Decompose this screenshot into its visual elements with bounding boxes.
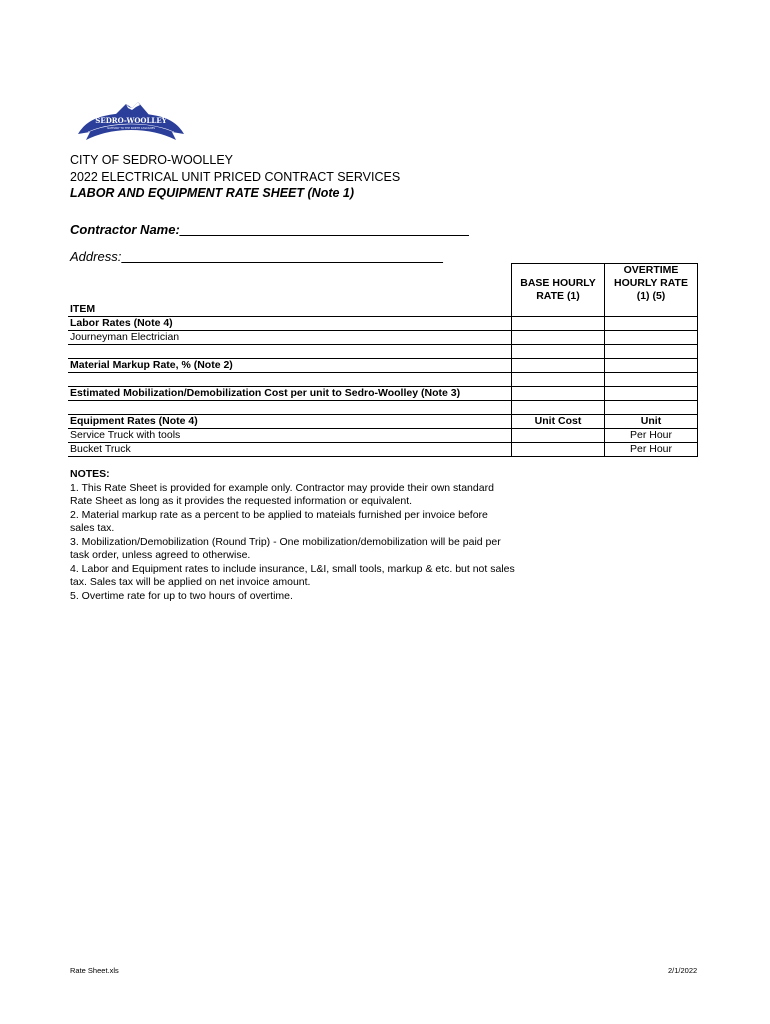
- unit-cell: Per Hour: [605, 429, 698, 443]
- address-blank: ____________________________________________: [121, 249, 444, 264]
- overtime-header-3: (1) (5): [605, 290, 698, 303]
- logo-line2: SEDRO-WOOLLEY: [95, 116, 167, 125]
- base-hourly-header-1: BASE HOURLY: [512, 277, 605, 290]
- table-row: [68, 331, 698, 345]
- address-label: Address:: [70, 249, 122, 264]
- rate-table: [68, 263, 698, 457]
- mobilization-cell: [512, 387, 605, 401]
- material-markup-label: Material Markup Rate, % (Note 2): [68, 359, 512, 373]
- labor-item-journeyman: Journeyman Electrician: [68, 331, 512, 345]
- note-5: 5. Overtime rate for up to two hours of overtime.: [70, 589, 293, 602]
- footer-date: 2/1/2022: [668, 966, 698, 975]
- overtime-header-1: OVERTIME: [605, 264, 698, 278]
- base-hourly-header-2: RATE (1): [512, 290, 605, 303]
- address-line: [70, 249, 443, 264]
- overtime-rate-cell: [605, 331, 698, 345]
- contractor-name-line: [70, 222, 469, 237]
- notes-section: [70, 468, 515, 603]
- header-city: CITY OF SEDRO-WOOLLEY: [70, 153, 233, 167]
- note-3: 3. Mobilization/Demobilization (Round Trip) - One mobilization/demobilization will be paid per task order, unless agreed to otherwise.: [70, 535, 501, 561]
- unit-cost-cell: [512, 443, 605, 457]
- note-4: 4. Labor and Equipment rates to include insurance, L&I, small tools, markup & etc. but not sales tax. Sales tax will be applied on net invoice amount.: [70, 562, 515, 588]
- header-contract: 2022 ELECTRICAL UNIT PRICED CONTRACT SERVICES: [70, 169, 401, 184]
- header-rate-sheet: LABOR AND EQUIPMENT RATE SHEET (Note 1): [70, 186, 355, 200]
- logo-line1: CITY OF: [119, 111, 143, 117]
- unit-header: Unit: [605, 415, 698, 429]
- table-row: [68, 443, 698, 457]
- equipment-item-bucket-truck: Bucket Truck: [68, 443, 512, 457]
- labor-rates-header: Labor Rates (Note 4): [68, 317, 512, 331]
- table-row: [68, 359, 698, 373]
- footer-filename: Rate Sheet.xls: [70, 966, 119, 975]
- city-logo: [76, 98, 186, 144]
- logo-tagline: GATEWAY TO THE NORTH CASCADES: [107, 127, 155, 130]
- table-row: [68, 429, 698, 443]
- unit-cost-header: Unit Cost: [512, 415, 605, 429]
- unit-cost-cell: [512, 429, 605, 443]
- note-1: 1. This Rate Sheet is provided for example only. Contractor may provide their own standard Rate Sheet as long as it provides the requested information or equivalent.: [70, 481, 494, 507]
- notes-title: NOTES:: [70, 468, 110, 480]
- unit-cell: Per Hour: [605, 443, 698, 457]
- base-rate-cell: [512, 331, 605, 345]
- equipment-item-service-truck: Service Truck with tools: [68, 429, 512, 443]
- mobilization-label: Estimated Mobilization/Demobilization Cost per unit to Sedro-Woolley (Note 3): [68, 387, 512, 401]
- overtime-header-2: HOURLY RATE: [605, 277, 698, 290]
- note-2: 2. Material markup rate as a percent to be applied to mateials furnished per invoice before sales tax.: [70, 508, 488, 534]
- contractor-name-blank: ________________________________________: [179, 222, 469, 237]
- table-row: [68, 387, 698, 401]
- document-header: [70, 152, 400, 202]
- item-header: ITEM: [68, 303, 512, 317]
- contractor-name-label: Contractor Name:: [70, 222, 180, 237]
- equipment-rates-header: Equipment Rates (Note 4): [68, 415, 512, 429]
- material-markup-cell: [512, 359, 605, 373]
